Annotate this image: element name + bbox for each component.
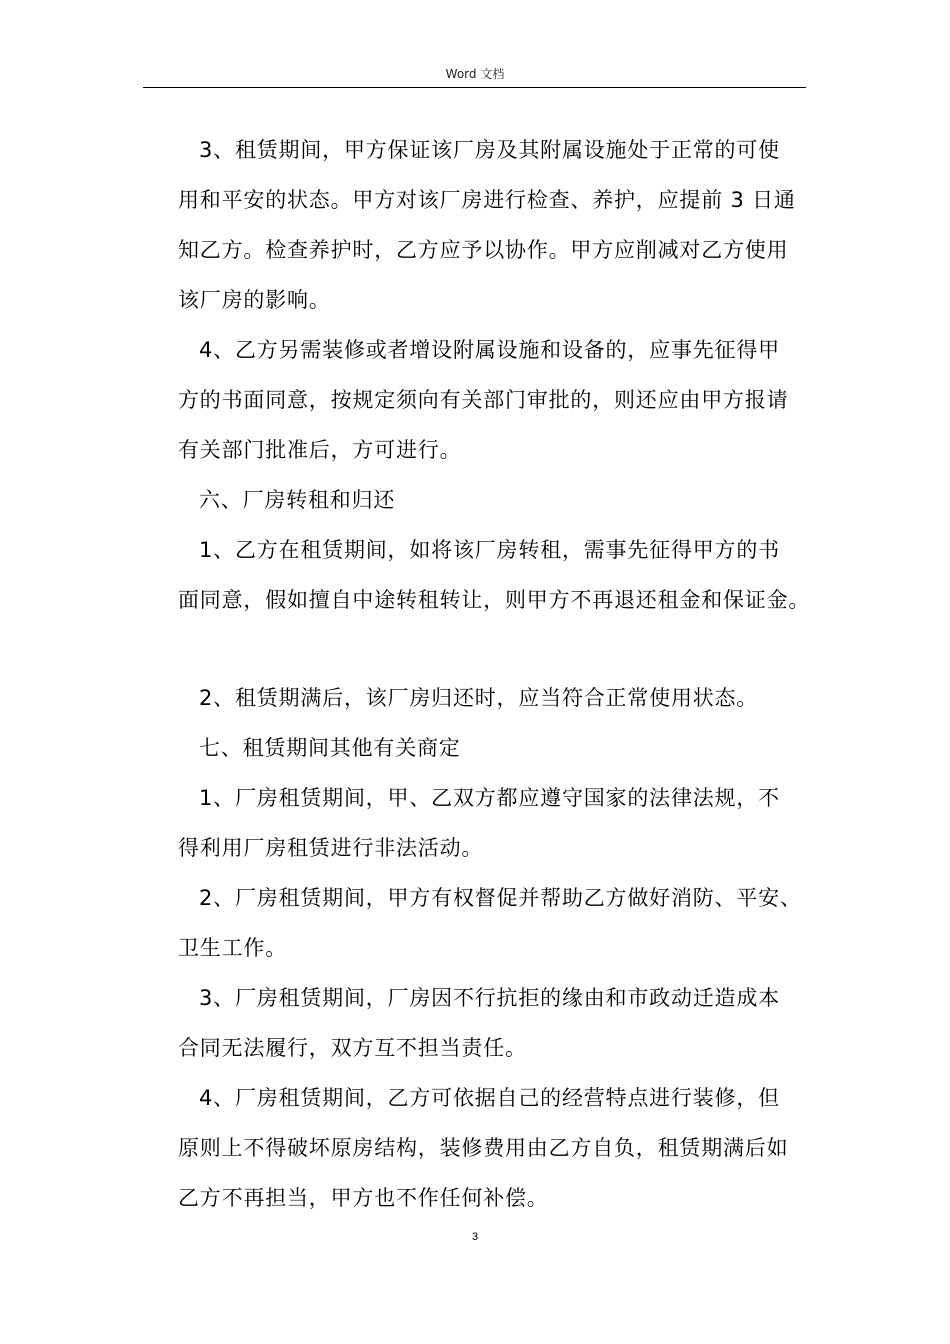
paragraph-line: 知乙方。检查养护时，乙方应予以协作。甲方应削减对乙方使用: [178, 238, 789, 262]
paragraph-line: 原则上不得破坏原房结构，装修费用由乙方自负，租赁期满后如: [178, 1136, 789, 1160]
paragraph-line: 方的书面同意，按规定须向有关部门审批的，则还应由甲方报请: [178, 388, 789, 412]
paragraph-line: 用和平安的状态。甲方对该厂房进行检查、养护，应提前 3 日通: [178, 188, 796, 212]
paragraph-line: 4、厂房租赁期间，乙方可依据自己的经营特点进行装修，但: [199, 1086, 780, 1110]
paragraph-line: 3、厂房租赁期间，厂房因不行抗拒的缘由和市政动迁造成本: [199, 986, 780, 1010]
section-heading: 六、厂房转租和归还: [199, 488, 396, 512]
paragraph-line: 3、租赁期间，甲方保证该厂房及其附属设施处于正常的可使: [199, 138, 780, 162]
paragraph-line: 该厂房的影响。: [178, 288, 331, 312]
paragraph-line: 合同无法履行，双方互不担当责任。: [178, 1036, 527, 1060]
section-heading: 七、租赁期间其他有关商定: [199, 736, 461, 760]
paragraph-line: 1、乙方在租赁期间，如将该厂房转租，需事先征得甲方的书: [199, 538, 780, 562]
paragraph-line: 乙方不再担当，甲方也不作任何补偿。: [178, 1186, 549, 1210]
page-header: Word 文档: [445, 67, 505, 81]
paragraph-line: 有关部门批准后，方可进行。: [178, 438, 462, 462]
paragraph-line: 得利用厂房租赁进行非法活动。: [178, 836, 484, 860]
paragraph-line: 2、厂房租赁期间，甲方有权督促并帮助乙方做好消防、平安、: [199, 886, 802, 910]
paragraph-line: 2、租赁期满后，该厂房归还时，应当符合正常使用状态。: [199, 686, 759, 710]
paragraph-line: 卫生工作。: [178, 936, 287, 960]
header-divider: [143, 87, 806, 88]
page-number: 3: [471, 1231, 479, 1243]
paragraph-line: 1、厂房租赁期间，甲、乙双方都应遵守国家的法律法规，不: [199, 786, 780, 810]
paragraph-line: 4、乙方另需装修或者增设附属设施和设备的，应事先征得甲: [199, 338, 780, 362]
paragraph-line: 面同意，假如擅自中途转租转让，则甲方不再退还租金和保证金。: [178, 588, 811, 612]
